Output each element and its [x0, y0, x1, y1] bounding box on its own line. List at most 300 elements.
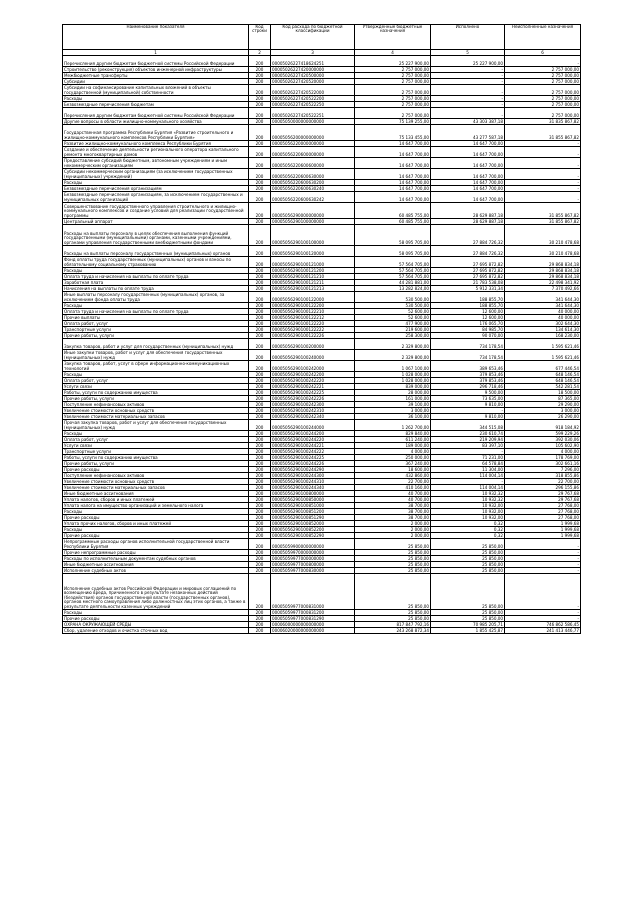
row-executed-cell: 28 629 887,18	[431, 203, 505, 219]
row-approved-cell: 14 647 700,00	[355, 147, 431, 158]
row-kbk-cell: 00005056290100244226	[271, 461, 355, 467]
row-unexecuted-cell: 29 868 834,18	[505, 268, 581, 274]
row-kbk-cell: 00005056290100242200	[271, 372, 355, 378]
row-executed-cell: 0,32	[431, 533, 505, 539]
row-kbk-cell: 00005056290100121211	[271, 280, 355, 286]
row-approved-cell: 219 600,00	[355, 327, 431, 333]
row-approved-cell: 40 700,00	[355, 497, 431, 503]
row-name-cell: Заработная плата	[63, 280, 249, 286]
row-unexecuted-cell: 2 757 000,00	[505, 67, 581, 73]
row-unexecuted-cell: 1 595 621,46	[505, 339, 581, 350]
row-executed-cell: 83 397,10	[431, 443, 505, 449]
row-line-code-cell: 200	[249, 616, 271, 622]
row-kbk-cell: 00005056220600630242	[271, 192, 355, 203]
row-line-code-cell: 200	[249, 246, 271, 257]
row-executed-cell: 10 932,00	[431, 515, 505, 521]
row-approved-cell: 57 564 705,00	[355, 274, 431, 280]
row-name-cell: Безвозмездные перечисления организациям, за исключением государственных и муниципальных организаций	[63, 192, 249, 203]
row-line-code-cell: 200	[249, 533, 271, 539]
row-line-code-cell: 200	[249, 292, 271, 303]
row-line-code-cell: 200	[249, 390, 271, 396]
row-line-code-cell: 200	[249, 562, 271, 568]
row-executed-cell: 12 600,00	[431, 309, 505, 315]
row-executed-cell: -	[431, 479, 505, 485]
header-executed: Исполнено	[431, 25, 505, 50]
row-kbk-cell: 00005056290100242220	[271, 378, 355, 384]
row-executed-cell: 14 647 700,00	[431, 192, 505, 203]
row-line-code-cell: 200	[249, 396, 271, 402]
row-name-cell: Работы, услуги по содержанию имущества	[63, 390, 249, 396]
row-name-cell: Прочие работы, услуги	[63, 396, 249, 402]
row-approved-cell: 38 700,00	[355, 503, 431, 509]
column-number: 6	[505, 50, 581, 56]
row-name-cell: Расходы на выплаты персоналу в целях обеспечения выполнения функций государственными (муниципальными) органами, казенными учреждениями, органами управления государственными внебюджетными фондами	[63, 225, 249, 246]
table-row	[63, 420, 581, 431]
row-approved-cell: 25 850,00	[355, 574, 431, 610]
row-name-cell: Совершенствование государственного управления строительного и жилищно-коммунального комплексов и создание условий для реализации государственной программы	[63, 203, 249, 219]
row-unexecuted-cell: 1 999,68	[505, 521, 581, 527]
row-kbk-cell: 00005056290100851200	[271, 509, 355, 515]
row-name-cell: Оплата труда и начисления на выплаты по оплате труда	[63, 274, 249, 280]
row-line-code-cell: 200	[249, 119, 271, 125]
row-kbk-cell: 00005026227420522251	[271, 108, 355, 119]
row-name-cell: Поступление нефинансовых активов	[63, 473, 249, 479]
row-unexecuted-cell: 4 000,00	[505, 449, 581, 455]
row-executed-cell: 0,32	[431, 521, 505, 527]
row-line-code-cell: 200	[249, 303, 271, 309]
row-line-code-cell: 200	[249, 339, 271, 350]
row-line-code-cell: 200	[249, 192, 271, 203]
row-unexecuted-cell: 18 500,00	[505, 390, 581, 396]
row-kbk-cell: 00005056290100850000	[271, 497, 355, 503]
row-name-cell: Расходы	[63, 509, 249, 515]
row-kbk-cell: 00005056290100000000	[271, 219, 355, 225]
table-row	[63, 539, 581, 550]
row-unexecuted-cell: -	[505, 556, 581, 562]
row-name-cell: Работы, услуги по содержанию имущества	[63, 455, 249, 461]
row-name-cell: Начисления на выплаты по оплате труда	[63, 286, 249, 292]
table-row	[63, 108, 581, 119]
row-unexecuted-cell: 40 000,00	[505, 315, 581, 321]
row-line-code-cell: 200	[249, 203, 271, 219]
table-row	[63, 119, 581, 125]
row-executed-cell: 25 850,00	[431, 616, 505, 622]
row-name-cell: Закупка товаров, работ, услуг в сфере информационно-коммуникационных технологий	[63, 361, 249, 372]
header-unexecuted: Неисполненные назначения	[505, 25, 581, 50]
row-kbk-cell: 00005056290100244300	[271, 473, 355, 479]
row-executed-cell: 25 850,00	[431, 574, 505, 610]
row-line-code-cell: 200	[249, 515, 271, 521]
row-unexecuted-cell: 31 855 867,82	[505, 219, 581, 225]
row-executed-cell: 25 850,00	[431, 550, 505, 556]
column-number: 5	[431, 50, 505, 56]
row-kbk-cell: 00005056290100244290	[271, 467, 355, 473]
row-kbk-cell: 00005056290100244000	[271, 420, 355, 431]
row-executed-cell: 10 932,32	[431, 497, 505, 503]
row-executed-cell: 14 647 700,00	[431, 186, 505, 192]
row-unexecuted-cell: 27 768,00	[505, 509, 581, 515]
row-line-code-cell: 200	[249, 628, 271, 634]
row-executed-cell: 25 227 900,00	[431, 56, 505, 67]
row-approved-cell: 2 329 800,00	[355, 350, 431, 361]
row-name-cell: ОХРАНА ОКРУЖАЮЩЕЙ СРЕДЫ	[63, 622, 249, 628]
row-kbk-cell: 00005056290100121210	[271, 274, 355, 280]
row-name-cell: Прочие расходы	[63, 515, 249, 521]
row-name-cell: Оплата труда и начисления на выплаты по оплате труда	[63, 309, 249, 315]
row-unexecuted-cell: 918 184,92	[505, 420, 581, 431]
row-unexecuted-cell: 27 768,00	[505, 503, 581, 509]
row-line-code-cell: 200	[249, 125, 271, 141]
row-approved-cell: 25 850,00	[355, 610, 431, 616]
row-line-code-cell: 200	[249, 521, 271, 527]
row-name-cell: Прочие расходы	[63, 467, 249, 473]
row-name-cell: Иные выплаты персоналу государственных (муниципальных) органов, за исключением фонда оплаты труда	[63, 292, 249, 303]
row-executed-cell: 14 647 700,00	[431, 141, 505, 147]
row-approved-cell: 2 757 000,00	[355, 79, 431, 85]
row-line-code-cell: 200	[249, 491, 271, 497]
row-line-code-cell: 200	[249, 225, 271, 246]
row-name-cell: Субсидии	[63, 79, 249, 85]
row-line-code-cell: 200	[249, 378, 271, 384]
row-unexecuted-cell: 22 700,00	[505, 479, 581, 485]
row-line-code-cell: 200	[249, 372, 271, 378]
row-executed-cell: 379 853,46	[431, 378, 505, 384]
row-executed-cell: 14 647 700,00	[431, 169, 505, 180]
row-executed-cell: -	[431, 85, 505, 96]
row-name-cell: Уплата прочих налогов, сборов и иных платежей	[63, 521, 249, 527]
row-executed-cell: -	[431, 408, 505, 414]
row-executed-cell: -	[431, 108, 505, 119]
row-approved-cell: 25 850,00	[355, 562, 431, 568]
row-name-cell: Расходы	[63, 268, 249, 274]
row-line-code-cell: 200	[249, 455, 271, 461]
row-line-code-cell: 200	[249, 461, 271, 467]
row-name-cell: Транспортные услуги	[63, 449, 249, 455]
row-unexecuted-cell: 27 768,00	[505, 515, 581, 521]
row-executed-cell: 10 932,00	[431, 509, 505, 515]
row-executed-cell: 90 070,00	[431, 333, 505, 339]
table-row	[63, 350, 581, 361]
row-executed-cell: 114 004,14	[431, 473, 505, 479]
row-approved-cell: 817 847 792,16	[355, 622, 431, 628]
row-approved-cell: 839 000,00	[355, 384, 431, 390]
row-kbk-cell: 00005056290100122200	[271, 303, 355, 309]
row-approved-cell: 477 900,00	[355, 321, 431, 327]
row-approved-cell: 57 564 705,00	[355, 257, 431, 268]
row-kbk-cell: 00005056290100242300	[271, 402, 355, 408]
row-line-code-cell: 200	[249, 449, 271, 455]
row-line-code-cell: 200	[249, 321, 271, 327]
row-kbk-cell: 00005056200000000000	[271, 125, 355, 141]
row-executed-cell: 10 932,32	[431, 491, 505, 497]
row-executed-cell: 27 695 872,82	[431, 268, 505, 274]
row-line-code-cell: 200	[249, 485, 271, 491]
row-approved-cell: 530 500,00	[355, 292, 431, 303]
row-kbk-cell: 00005056220600630000	[271, 169, 355, 180]
row-approved-cell: 258 300,00	[355, 333, 431, 339]
row-unexecuted-cell: 648 146,54	[505, 372, 581, 378]
row-approved-cell: 14 647 700,00	[355, 169, 431, 180]
row-kbk-cell: 00005056220600630200	[271, 180, 355, 186]
row-approved-cell: 2 757 000,00	[355, 73, 431, 79]
row-kbk-cell: 00005056290100851290	[271, 515, 355, 521]
row-executed-cell: 64 578,84	[431, 461, 505, 467]
row-unexecuted-cell: 599 229,26	[505, 431, 581, 437]
row-approved-cell: 38 700,00	[355, 515, 431, 521]
row-name-cell: Безвозмездные перечисления бюджетам	[63, 102, 249, 108]
row-approved-cell: 4 000,00	[355, 449, 431, 455]
row-approved-cell: 25 850,00	[355, 539, 431, 550]
row-approved-cell: 25 850,00	[355, 550, 431, 556]
row-line-code-cell: 200	[249, 141, 271, 147]
row-unexecuted-cell: 31 835 867,82	[505, 119, 581, 125]
row-kbk-cell: 00005056290100242000	[271, 361, 355, 372]
table-row	[63, 169, 581, 180]
row-executed-cell: 28 629 887,18	[431, 219, 505, 225]
row-kbk-cell: 00005026227420522200	[271, 96, 355, 102]
table-row	[63, 628, 581, 634]
row-kbk-cell: 00005026227418624251	[271, 56, 355, 67]
row-approved-cell: 243 268 872,34	[355, 628, 431, 634]
row-approved-cell: 189 000,00	[355, 443, 431, 449]
row-line-code-cell: 200	[249, 361, 271, 372]
row-executed-cell: 70 985 205,71	[431, 622, 505, 628]
report-page	[62, 24, 580, 634]
row-line-code-cell: 200	[249, 437, 271, 443]
row-executed-cell: 25 850,00	[431, 610, 505, 616]
row-approved-cell: 25 850,00	[355, 556, 431, 562]
table-row	[63, 141, 581, 147]
row-unexecuted-cell: 31 855 867,82	[505, 203, 581, 219]
row-executed-cell: 43 277 587,18	[431, 125, 505, 141]
row-name-cell: Услуги связи	[63, 384, 249, 390]
row-unexecuted-cell: -	[505, 169, 581, 180]
row-executed-cell: 9 810,00	[431, 414, 505, 420]
row-approved-cell: 611 240,00	[355, 437, 431, 443]
row-unexecuted-cell: -	[505, 562, 581, 568]
row-line-code-cell: 200	[249, 503, 271, 509]
row-unexecuted-cell: 2 757 000,00	[505, 73, 581, 79]
header-name: Наименование показателя	[63, 25, 249, 50]
row-executed-cell: 27 695 872,82	[431, 257, 505, 268]
row-unexecuted-cell: 22 498 341,92	[505, 280, 581, 286]
row-kbk-cell: 00005059977000000000	[271, 556, 355, 562]
row-approved-cell: 2 000,00	[355, 521, 431, 527]
row-unexecuted-cell: 341 644,30	[505, 303, 581, 309]
row-line-code-cell: 200	[249, 257, 271, 268]
row-unexecuted-cell: -	[505, 610, 581, 616]
row-approved-cell: 2 757 000,00	[355, 67, 431, 73]
row-line-code-cell: 200	[249, 350, 271, 361]
row-name-cell: Уплата налога на имущество организаций и земельного налога	[63, 503, 249, 509]
table-row	[63, 521, 581, 527]
row-approved-cell: 2 757 000,00	[355, 96, 431, 102]
table-body	[63, 56, 581, 634]
row-unexecuted-cell: -	[505, 616, 581, 622]
row-line-code-cell: 200	[249, 568, 271, 574]
row-executed-cell: -	[431, 102, 505, 108]
row-name-cell: Прочие работы, услуги	[63, 333, 249, 339]
row-name-cell: Поступление нефинансовых активов	[63, 402, 249, 408]
row-name-cell: Увеличение стоимости основных средств	[63, 479, 249, 485]
row-unexecuted-cell: -	[505, 141, 581, 147]
row-name-cell: Перечисления другим бюджетам бюджетной системы Российской Федерации	[63, 108, 249, 119]
row-kbk-cell: 00005056290100242310	[271, 408, 355, 414]
row-name-cell: Иные бюджетные ассигнования	[63, 562, 249, 568]
table-row	[63, 455, 581, 461]
row-kbk-cell: 00005056290100852200	[271, 527, 355, 533]
column-number: 4	[355, 50, 431, 56]
row-approved-cell: 432 860,00	[355, 473, 431, 479]
row-name-cell: Непрограммные расходы органов исполнительной государственной власти Республики Бурятия	[63, 539, 249, 550]
row-kbk-cell: 00005056220600600000	[271, 158, 355, 169]
row-unexecuted-cell: -	[505, 186, 581, 192]
row-unexecuted-cell: -	[505, 574, 581, 610]
row-name-cell: Увеличение стоимости материальных запасов	[63, 414, 249, 420]
row-executed-cell: 11 304,00	[431, 467, 505, 473]
row-line-code-cell: 200	[249, 79, 271, 85]
table-row	[63, 485, 581, 491]
row-kbk-cell: 00006000000000000000	[271, 622, 355, 628]
row-line-code-cell: 200	[249, 402, 271, 408]
row-kbk-cell: 00005056290100800000	[271, 491, 355, 497]
row-executed-cell: 344 515,08	[431, 420, 505, 431]
row-kbk-cell: 00005056220000000000	[271, 141, 355, 147]
row-approved-cell: 1 028 000,00	[355, 378, 431, 384]
row-unexecuted-cell: 241 413 446,77	[505, 628, 581, 634]
row-line-code-cell: 200	[249, 67, 271, 73]
row-unexecuted-cell: 542 281,54	[505, 384, 581, 390]
table-row	[63, 158, 581, 169]
row-approved-cell: 75 139 255,00	[355, 119, 431, 125]
table-row	[63, 203, 581, 219]
row-kbk-cell: 00005056290100122000	[271, 292, 355, 303]
row-name-cell: Иные бюджетные ассигнования	[63, 491, 249, 497]
header-approved: Утвержденные бюджетные назначения	[355, 25, 431, 50]
row-approved-cell: 60 485 755,00	[355, 203, 431, 219]
row-kbk-cell: 00005056290100240000	[271, 350, 355, 361]
row-line-code-cell: 200	[249, 108, 271, 119]
row-approved-cell: 52 600,00	[355, 315, 431, 321]
table-row	[63, 192, 581, 203]
row-line-code-cell: 200	[249, 414, 271, 420]
row-executed-cell: -	[431, 79, 505, 85]
row-kbk-cell: 00005056290100244225	[271, 455, 355, 461]
row-kbk-cell: 00005056220600000000	[271, 147, 355, 158]
row-kbk-cell: 00005056290100851000	[271, 503, 355, 509]
row-approved-cell: 367 240,00	[355, 461, 431, 467]
row-name-cell: Предоставление субсидий бюджетным, автономным учреждениям и иным некоммерческим организациям	[63, 158, 249, 169]
row-executed-cell: 27 884 726,32	[431, 225, 505, 246]
row-unexecuted-cell: 746 862 586,45	[505, 622, 581, 628]
row-unexecuted-cell: 168 230,00	[505, 333, 581, 339]
row-executed-cell: 734 178,54	[431, 339, 505, 350]
row-approved-cell: 14 647 700,00	[355, 180, 431, 186]
row-kbk-cell: 00005059977000800000	[271, 562, 355, 568]
row-kbk-cell: 00005056290100852000	[271, 521, 355, 527]
row-line-code-cell: 200	[249, 309, 271, 315]
row-name-cell: Субсидии на софинансирование капитальных вложений в объекты государственной (муниципальной) собственности	[63, 85, 249, 96]
row-executed-cell: 0,32	[431, 527, 505, 533]
row-kbk-cell: 00005056290100121000	[271, 257, 355, 268]
row-line-code-cell: 200	[249, 73, 271, 79]
row-approved-cell: 14 647 700,00	[355, 192, 431, 203]
row-approved-cell: 13 282 824,00	[355, 286, 431, 292]
row-executed-cell: 296 718,46	[431, 384, 505, 390]
row-kbk-cell: 00005026227420522250	[271, 102, 355, 108]
row-unexecuted-cell: 178 769,00	[505, 455, 581, 461]
row-name-cell: Другие вопросы в области жилищно-коммунального хозяйства	[63, 119, 249, 125]
row-line-code-cell: 200	[249, 539, 271, 550]
row-kbk-cell: 00005056290100242340	[271, 414, 355, 420]
row-approved-cell: 2 329 800,00	[355, 339, 431, 350]
row-name-cell: Оплата работ, услуг	[63, 378, 249, 384]
row-approved-cell: 2 757 000,00	[355, 108, 431, 119]
row-name-cell: Расходы	[63, 527, 249, 533]
row-kbk-cell: 00005056290100244220	[271, 437, 355, 443]
table-row	[63, 85, 581, 96]
row-kbk-cell: 00005056290100244340	[271, 485, 355, 491]
row-unexecuted-cell: 302 644,30	[505, 321, 581, 327]
row-name-cell: Фонд оплаты труда государственных (муниципальных) органов и взносы по обязательному социальному страхованию	[63, 257, 249, 268]
row-name-cell: Расходы по исполнительным документам судебных органов	[63, 556, 249, 562]
row-unexecuted-cell: 40 000,00	[505, 309, 581, 315]
row-name-cell: Услуги связи	[63, 443, 249, 449]
table-header-row	[63, 25, 581, 50]
row-line-code-cell: 200	[249, 315, 271, 321]
row-name-cell: Увеличение стоимости материальных запасов	[63, 485, 249, 491]
table-row	[63, 402, 581, 408]
row-approved-cell: 25 850,00	[355, 568, 431, 574]
row-unexecuted-cell: 29 767,68	[505, 491, 581, 497]
table-row	[63, 309, 581, 315]
row-approved-cell: 75 133 455,00	[355, 125, 431, 141]
row-line-code-cell: 200	[249, 280, 271, 286]
row-line-code-cell: 200	[249, 158, 271, 169]
row-line-code-cell: 200	[249, 85, 271, 96]
row-executed-cell: 43 303 387,18	[431, 119, 505, 125]
row-executed-cell: 734 178,54	[431, 350, 505, 361]
table-row	[63, 292, 581, 303]
row-kbk-cell: 00005056290100122212	[271, 315, 355, 321]
table-row	[63, 479, 581, 485]
row-kbk-cell: 00005059977000831290	[271, 616, 355, 622]
row-unexecuted-cell: -	[505, 568, 581, 574]
table-row	[63, 257, 581, 268]
row-kbk-cell: 00005050000000000000	[271, 119, 355, 125]
row-kbk-cell: 00005056290100121213	[271, 286, 355, 292]
row-executed-cell: 9 500,00	[431, 390, 505, 396]
row-line-code-cell: 200	[249, 420, 271, 431]
row-line-code-cell: 200	[249, 610, 271, 616]
table-row	[63, 503, 581, 509]
row-approved-cell: 829 840,00	[355, 431, 431, 437]
row-approved-cell: 57 564 705,00	[355, 268, 431, 274]
row-executed-cell: 25 850,00	[431, 568, 505, 574]
row-executed-cell: 219 209,94	[431, 437, 505, 443]
row-name-cell: Оплата работ, услуг	[63, 437, 249, 443]
row-line-code-cell: 200	[249, 286, 271, 292]
row-name-cell: Расходы	[63, 431, 249, 437]
row-approved-cell: 60 485 755,00	[355, 219, 431, 225]
row-line-code-cell: 200	[249, 574, 271, 610]
table-row	[63, 574, 581, 610]
row-line-code-cell: 200	[249, 527, 271, 533]
row-kbk-cell: 00005056290100244221	[271, 443, 355, 449]
row-name-cell: Центральный аппарат	[63, 219, 249, 225]
table-row	[63, 67, 581, 73]
row-name-cell: Безвозмездные перечисления организациям	[63, 186, 249, 192]
